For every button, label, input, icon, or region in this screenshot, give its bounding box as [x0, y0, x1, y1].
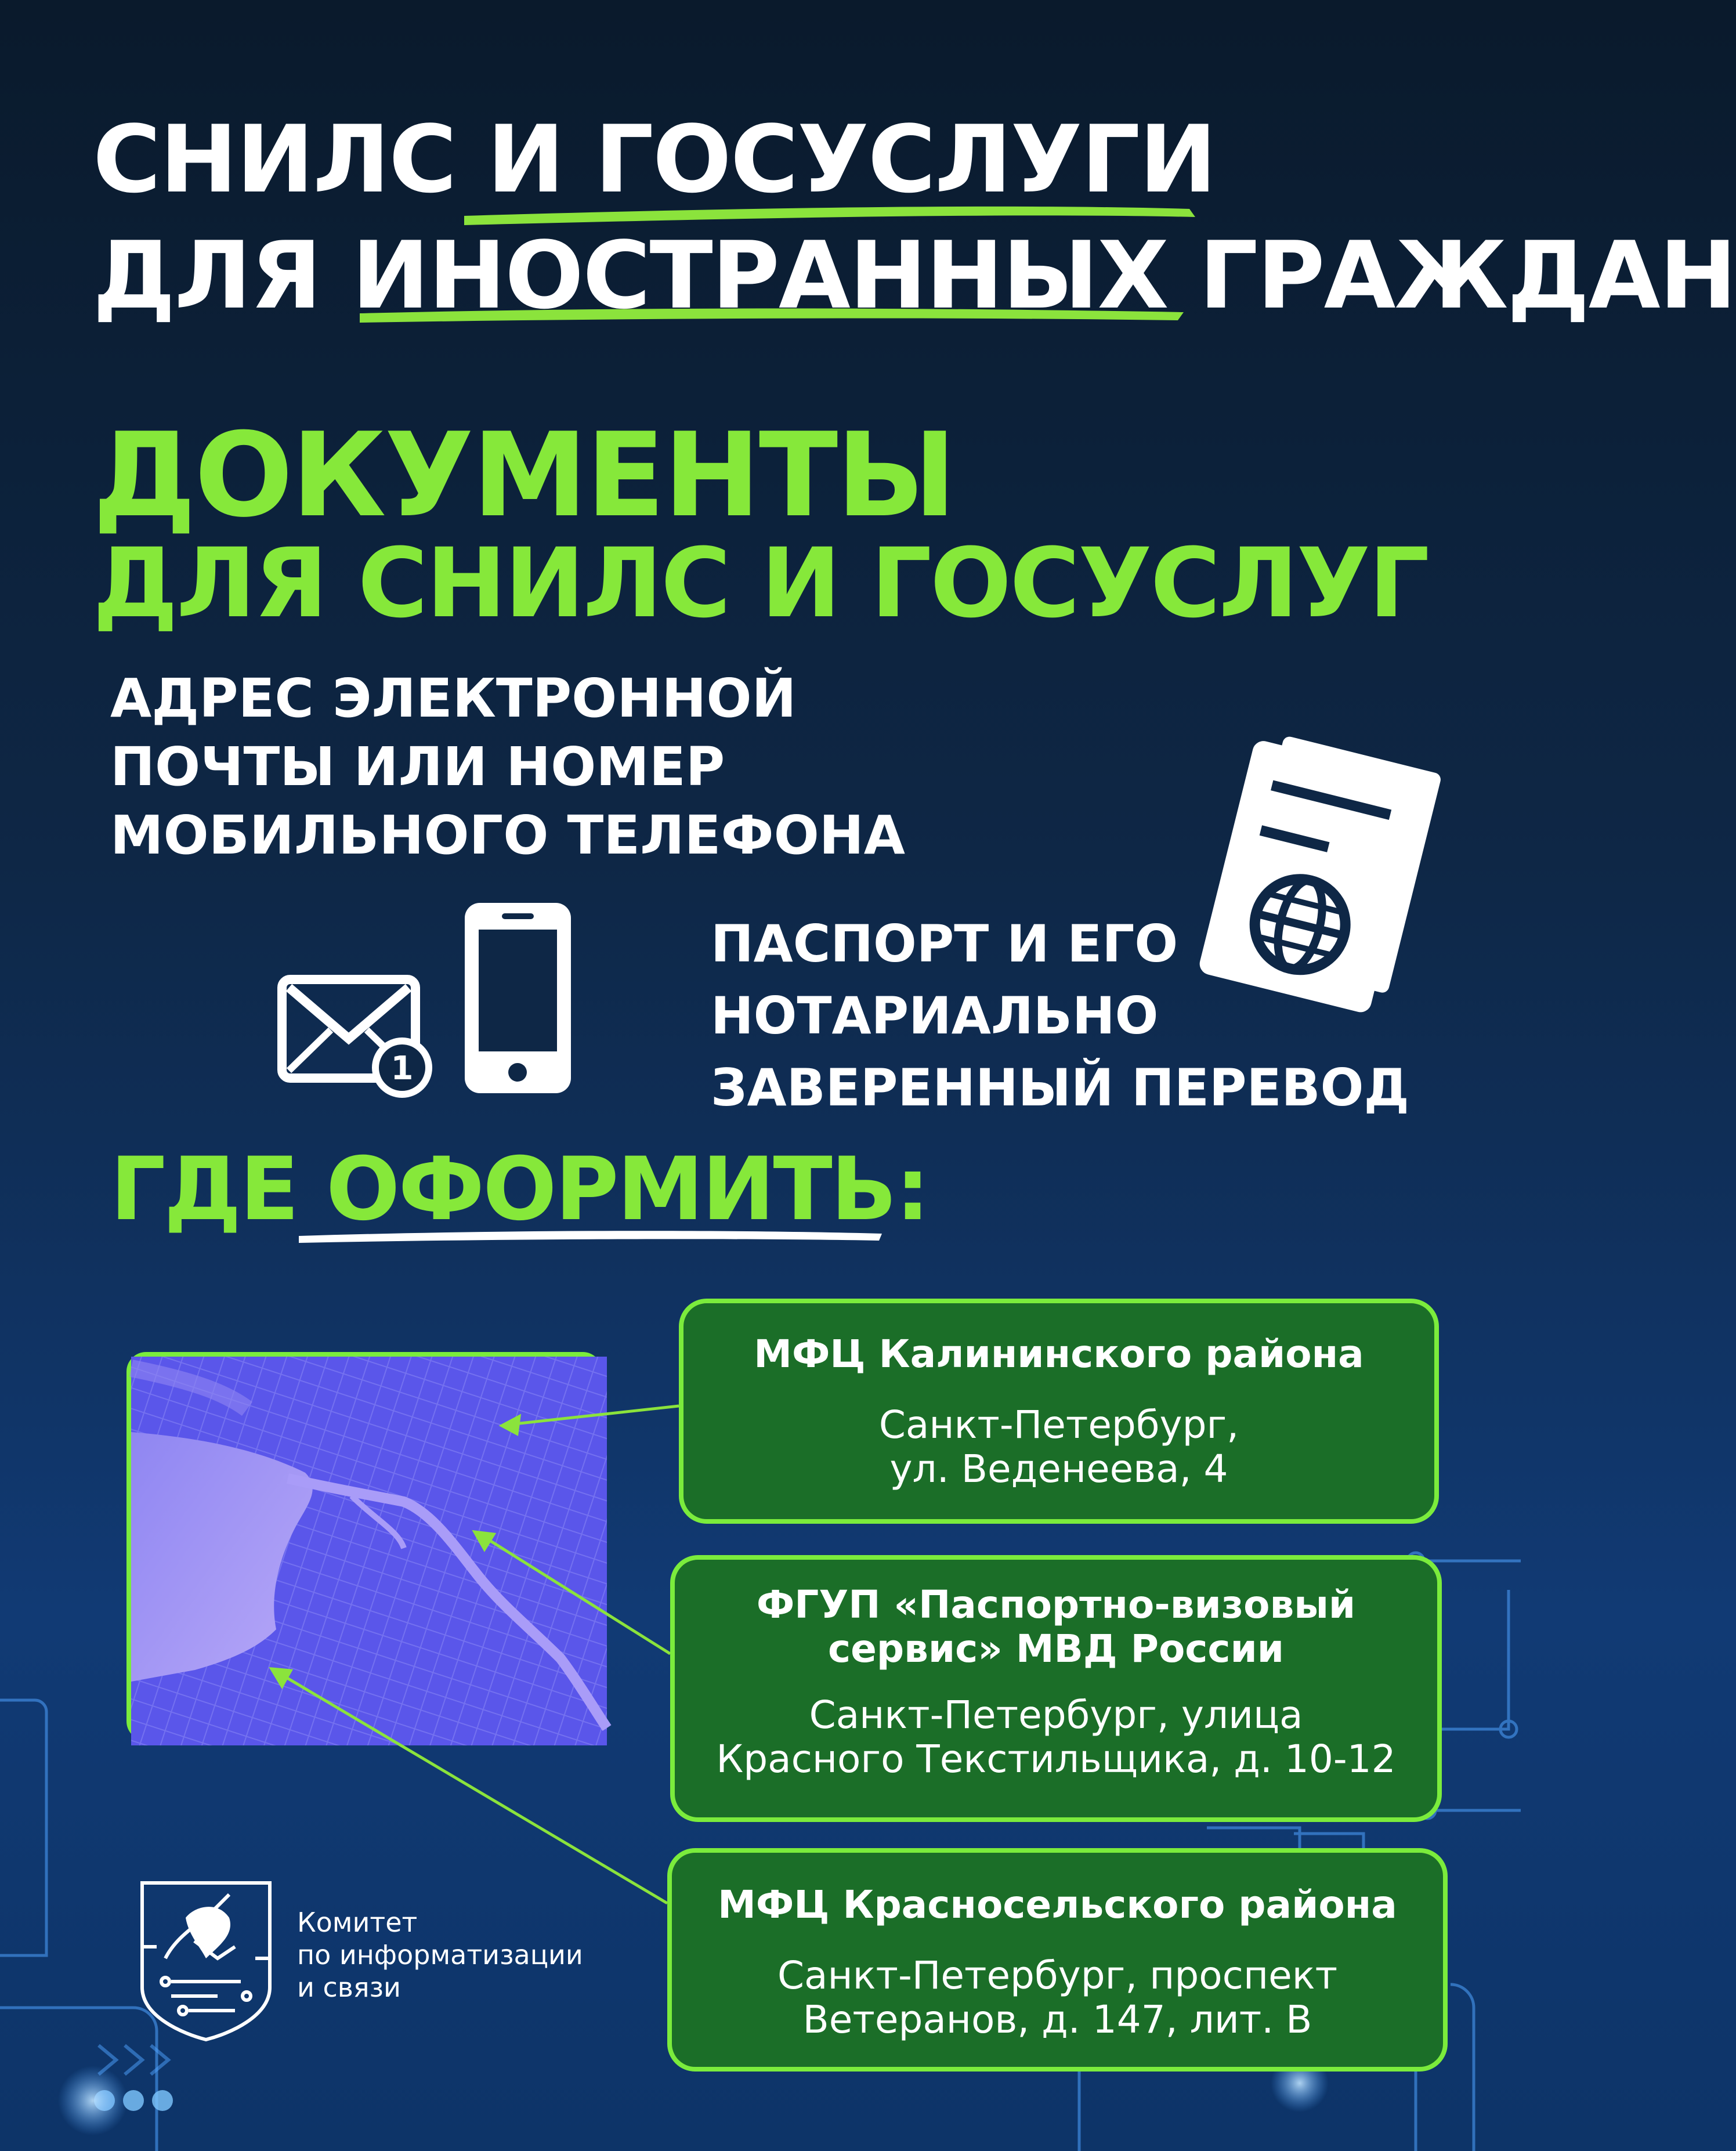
location-name: МФЦ Красносельского района [718, 1882, 1397, 1927]
mail-badge-count: 1 [390, 1050, 414, 1087]
spb-coat-of-arms-icon [131, 1871, 281, 2042]
passport-requirement-text: ПАСПОРТ И ЕГО НОТАРИАЛЬНО ЗАВЕРЕННЫЙ ПЕРЕВОД [711, 914, 1409, 1118]
page-title-line-1: СНИЛС И ГОСУСЛУГИ [93, 105, 1216, 214]
where-heading: ГДЕ ОФОРМИТЬ: [110, 1139, 929, 1240]
documents-heading-line-1: ДОКУМЕНТЫ [93, 408, 955, 543]
documents-heading-line-2: ДЛЯ СНИЛС И ГОСУСЛУГ [93, 527, 1428, 639]
location-card-passport-visa-service [670, 1555, 1442, 1822]
location-name: МФЦ Калининского района [754, 1332, 1364, 1376]
location-card-mfc-krasnoselsky [667, 1848, 1448, 2072]
location-address: Санкт-Петербург, проспект Ветеранов, д. 147, лит. В [777, 1953, 1338, 2042]
location-address: Санкт-Петербург, улица Красного Текстильщика, д. 10-12 [716, 1693, 1396, 1781]
where-heading-highlight: ОФОРМИТЬ: [326, 1139, 929, 1240]
organization-name: Комитет по информатизации и связи [297, 1907, 583, 2003]
location-card-mfc-kalininsky [679, 1299, 1439, 1524]
location-name: ФГУП «Паспортно-визовый сервис» МВД России [756, 1582, 1356, 1671]
page-title-line-2: ДЛЯ ИНОСТРАННЫХ ГРАЖДАН [93, 221, 1736, 330]
location-address: Санкт-Петербург, ул. Веденеева, 4 [878, 1402, 1239, 1491]
contact-requirement-text: АДРЕС ЭЛЕКТРОННОЙ ПОЧТЫ ИЛИ НОМЕР МОБИЛЬНОГО ТЕЛЕФОНА [110, 667, 905, 866]
